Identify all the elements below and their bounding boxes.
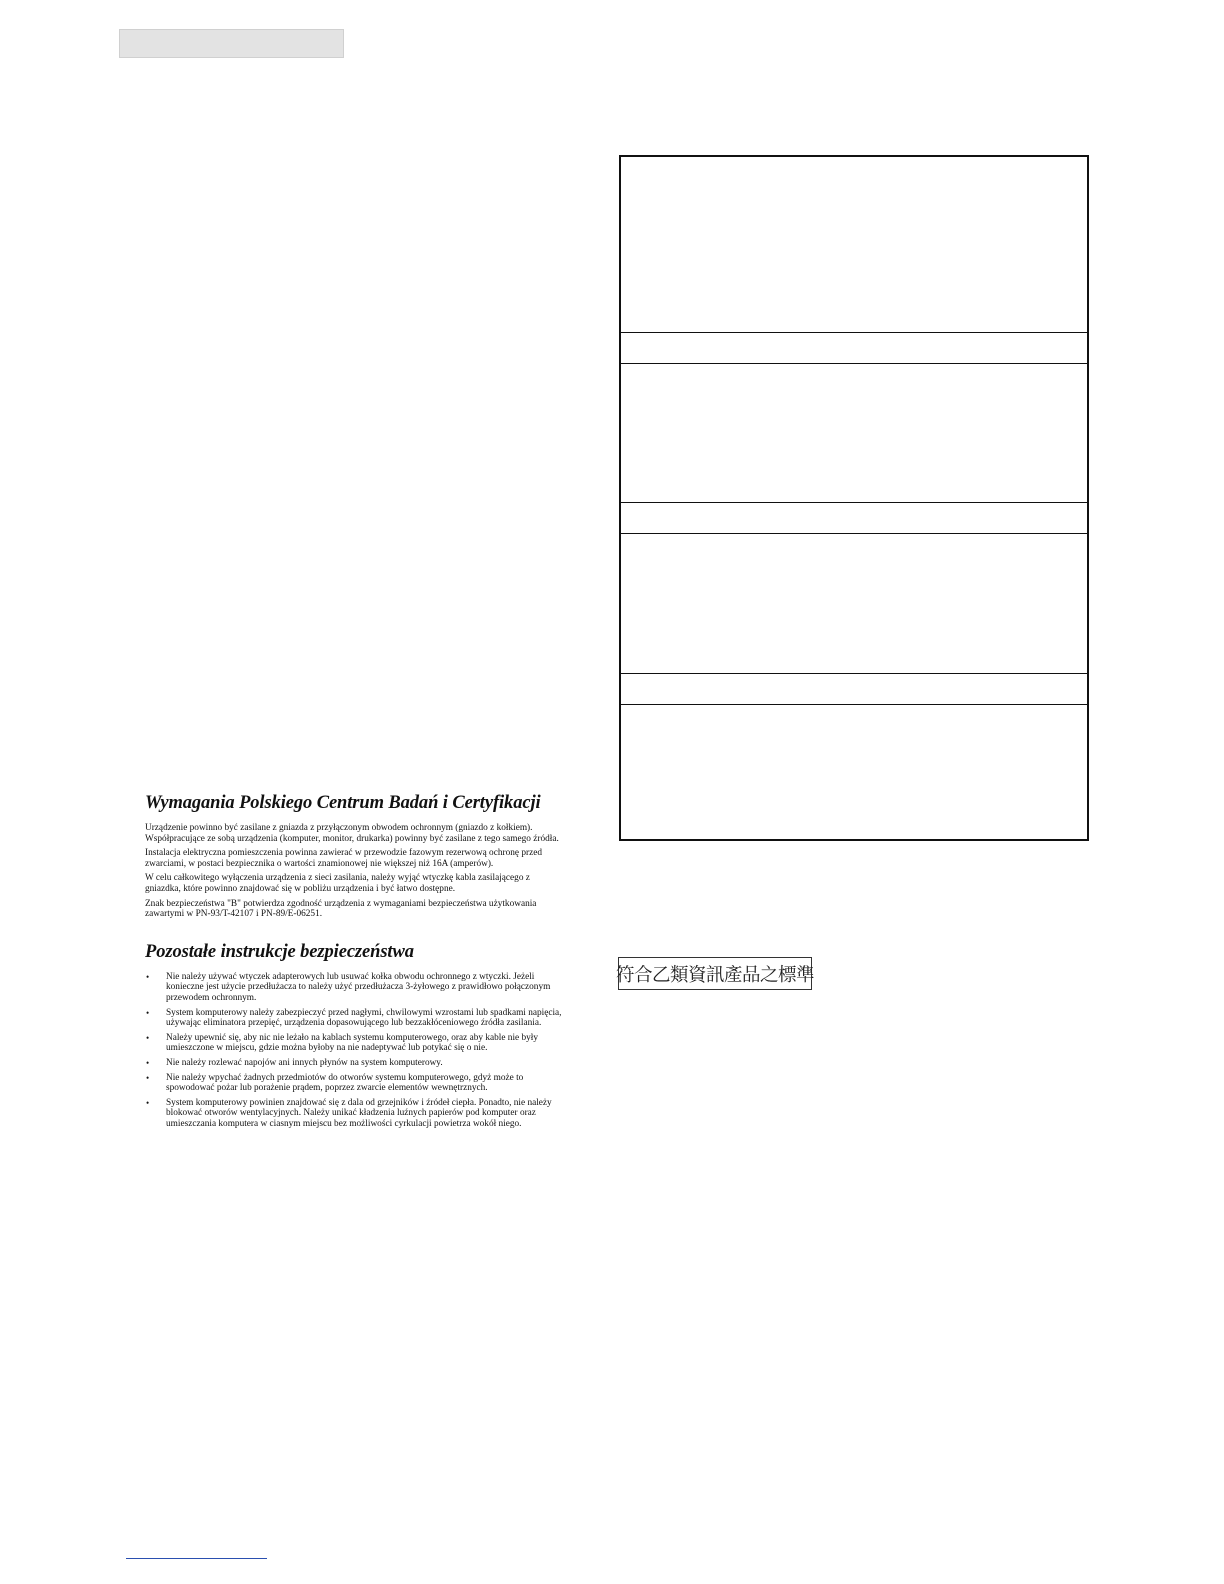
list-item-text: System komputerowy powinien znajdować się z dala od grzejników i źródeł ciepła. Ponadto, nie należy blokować otworów wentylacyjnych. Należy unikać kładzenia luźnych papierów pod komputer oraz umieszczania komputera w ciasnym miejscu bez możliwości cyrkulacji powietrza wokół niego. [166, 1097, 552, 1129]
paragraph: W celu całkowitego wyłączenia urządzenia z sieci zasilania, należy wyjąć wtyczkę kabla zasilającego z gniazdka, które powinno znajdować się w pobliżu urządzenia i być łatwo dostępne. [145, 873, 530, 894]
table-divider [621, 673, 1087, 674]
paragraph: Znak bezpieczeństwa "B" potwierdza zgodność urządzenia z wymaganiami bezpieczeństwa użytkowania zawartymi w PN-93/T-42107 i PN-89/E-06251. [145, 898, 537, 920]
bullet-list [145, 972, 565, 1130]
table-divider [621, 502, 1087, 503]
list-item-text: Nie należy używać wtyczek adapterowych lub usuwać kołka obwodu ochronnego z wtyczki. Jeżeli konieczne jest użycie przedłużacza to należy użyć przedłużacza 3-żyłowego z prawidłowo połączonym przewodem ochronnym. [166, 971, 551, 1003]
list-item [145, 1033, 565, 1054]
section-heading-other-instructions: Pozostałe instrukcje bezpieczeństwa [145, 941, 414, 962]
bullet-icon: • [146, 1097, 150, 1108]
list-item-text: Nie należy wpychać żadnych przedmiotów do otworów systemu komputerowego, gdyż może to spowodować pożar lub porażenie prądem, poprzez zwarcie elementów wewnętrznych. [166, 1072, 524, 1094]
polish-certification-section [145, 793, 565, 1133]
table-divider [621, 363, 1087, 364]
list-item-text: System komputerowy należy zabezpieczyć przed nagłymi, chwilowymi wzrostami lub spadkami napięcia, używając eliminatora przepięć, urządzenia dopasowującego lub bezzakłóceniowego źródła zasilania. [166, 1007, 562, 1029]
bullet-icon: • [146, 1007, 150, 1018]
list-item [145, 1073, 565, 1094]
list-item-text: Należy upewnić się, aby nic nie leżało na kablach systemu komputerowego, oraz aby kable nie były umieszczone w miejscu, gdzie można byłoby na nie nadeptywać lub potykać się o nie. [166, 1032, 539, 1054]
table-divider [621, 533, 1087, 534]
bullet-icon: • [146, 1032, 150, 1043]
table-divider [621, 704, 1087, 705]
list-item [145, 1008, 565, 1029]
list-item [145, 1098, 565, 1130]
bullet-icon: • [146, 1057, 150, 1068]
paragraph: Instalacja elektryczna pomieszczenia powinna zawierać w przewodzie fazowym rezerwową ochronę przed zwarciami, w postaci bezpiecznika o wartości znamionowej nie większej niż 16A (amperów). [145, 848, 542, 869]
paragraph: Urządzenie powinno być zasilane z gniazda z przyłączonym obwodem ochronnym (gniazdo z kołkiem). Współpracujące ze sobą urządzenia (komputer, monitor, drukarka) powinny być zasilane z tego samego źródła. [145, 823, 559, 844]
list-item [145, 1058, 565, 1069]
bullet-icon: • [146, 971, 150, 982]
footer-link-underline [126, 1558, 267, 1559]
notice-table-box [619, 155, 1089, 841]
list-item-text: Nie należy rozlewać napojów ani innych płynów na system komputerowy. [166, 1057, 443, 1068]
header-bar [119, 29, 344, 58]
list-item [145, 972, 565, 1004]
bullet-icon: • [146, 1072, 150, 1083]
table-divider [621, 332, 1087, 333]
taiwan-class-b-notice: 符合乙類資訊產品之標準 [618, 957, 812, 990]
section-heading: Wymagania Polskiego Centrum Badań i Certyfikacji [145, 793, 541, 813]
